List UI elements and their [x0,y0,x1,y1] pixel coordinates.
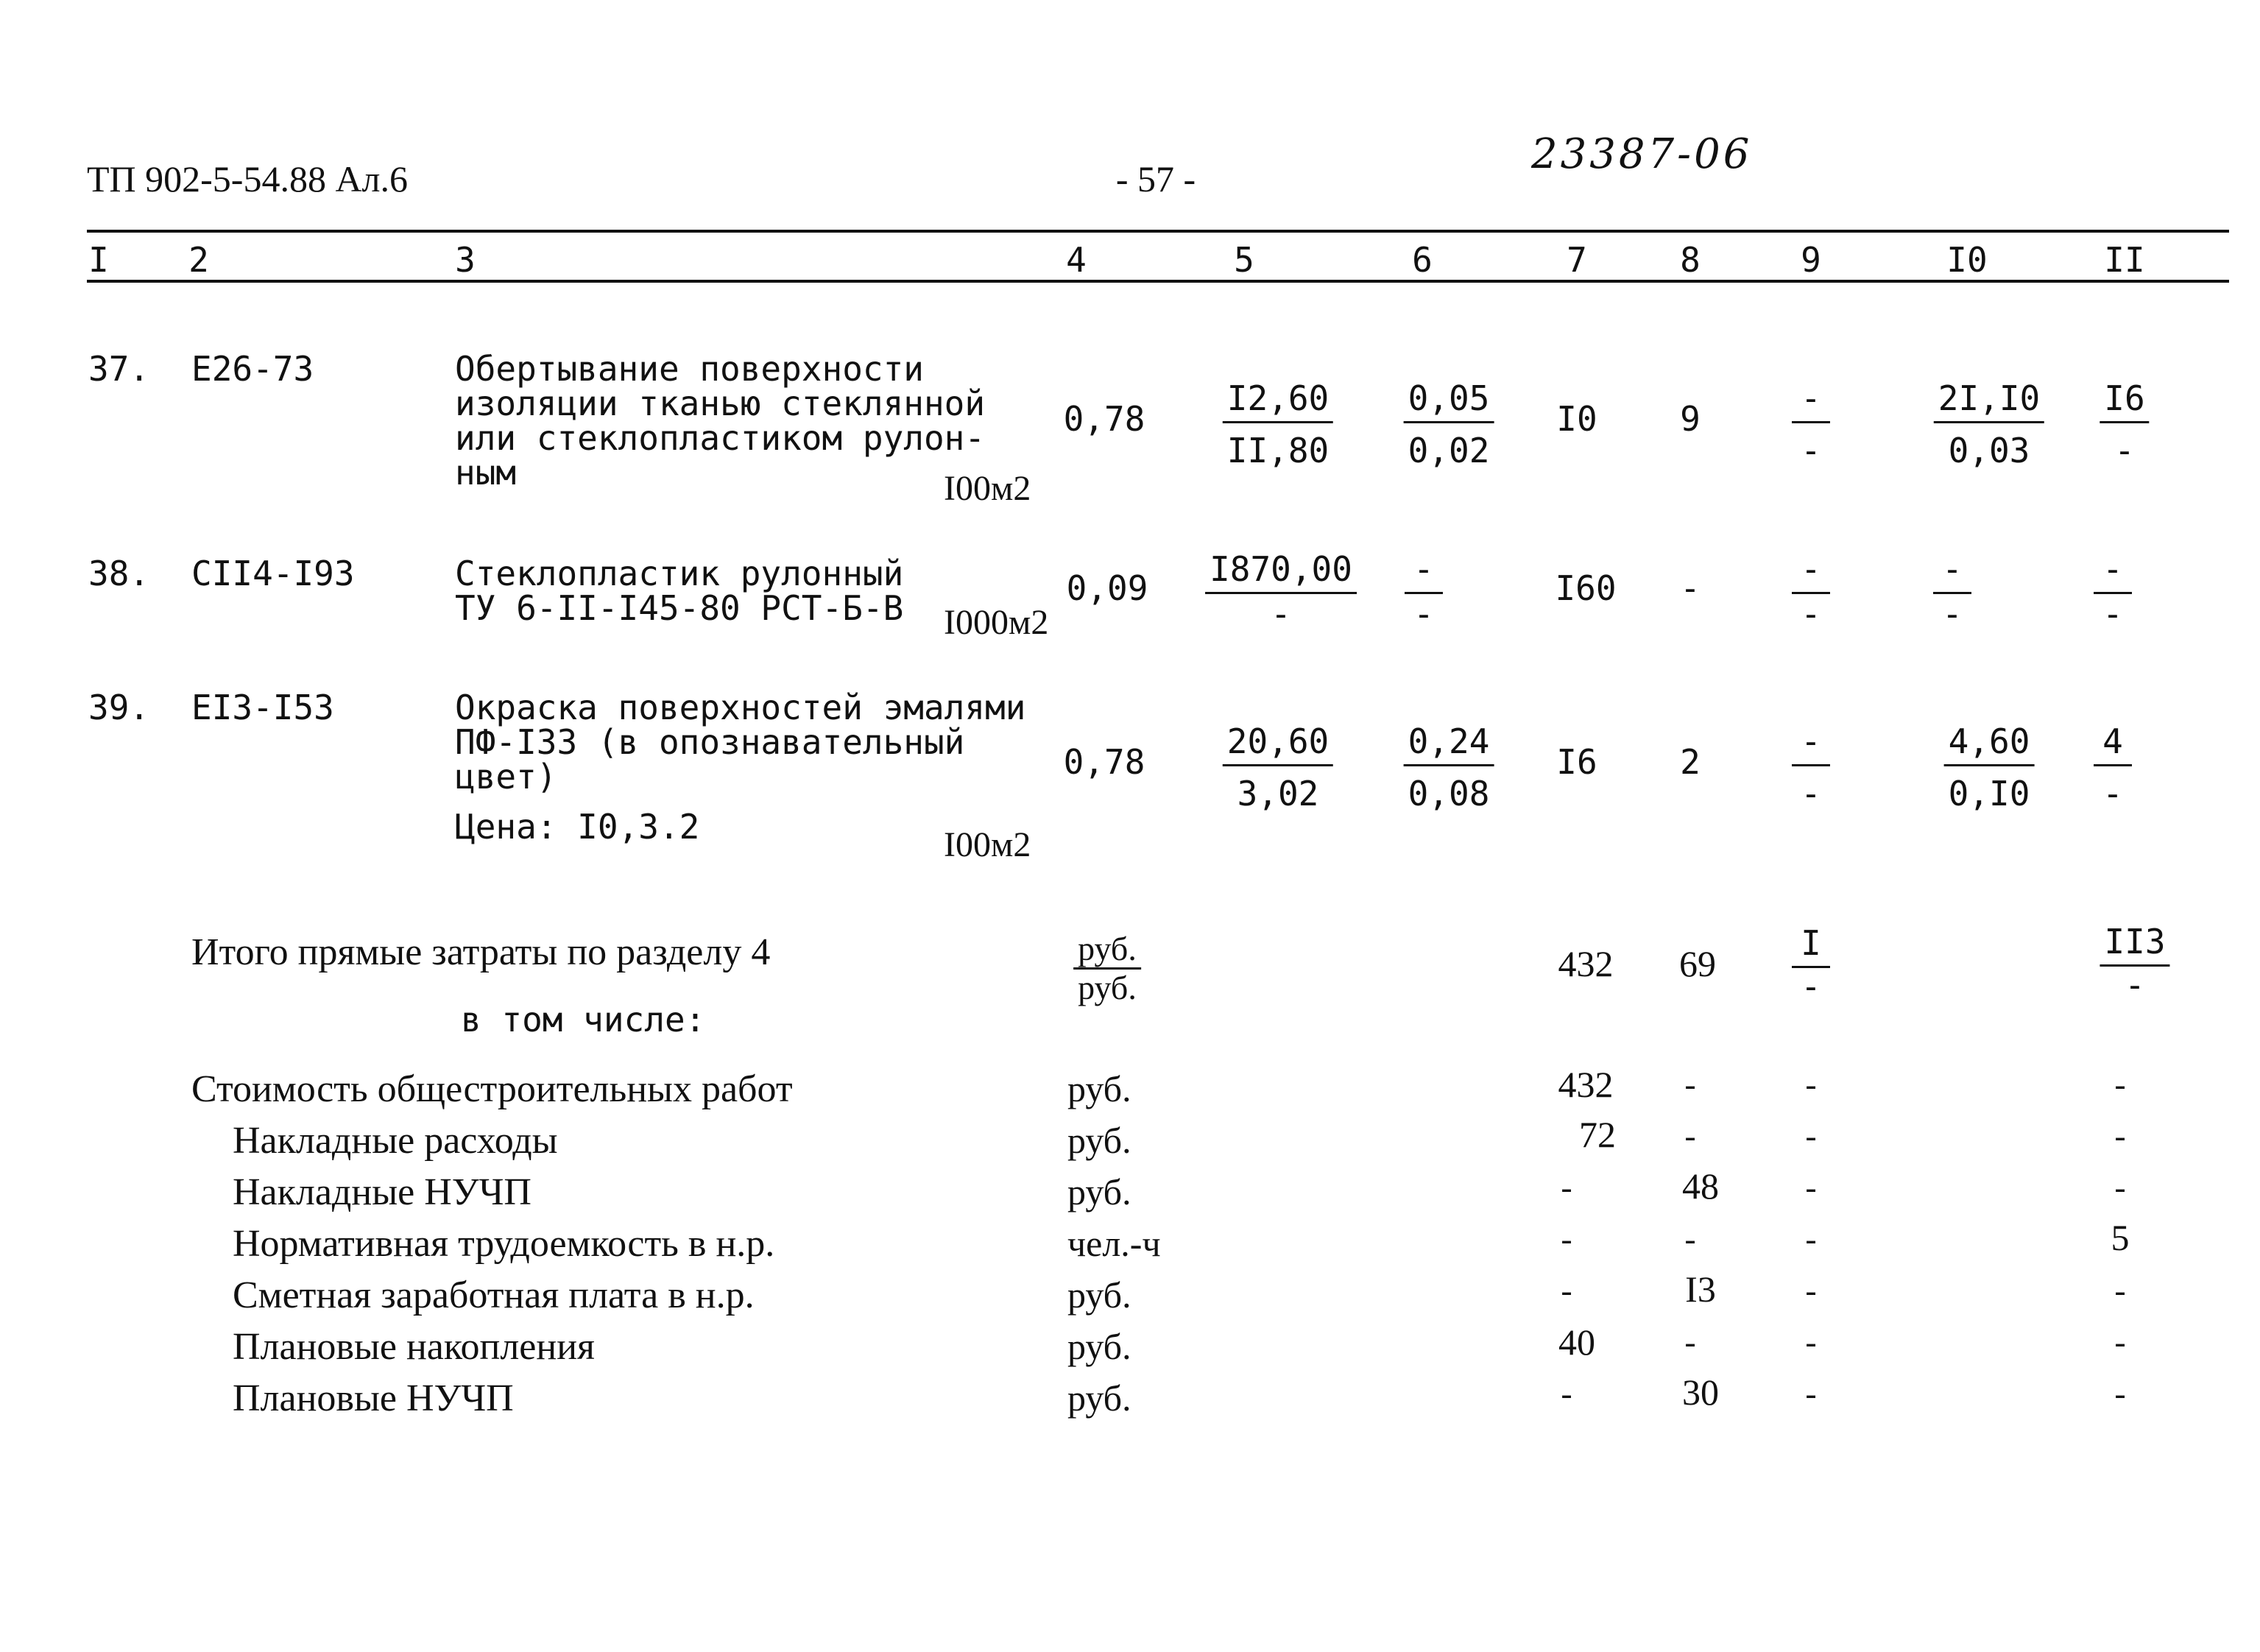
fraction-numerator: I2,60 [1223,381,1333,423]
fraction-numerator: I [1792,926,1830,968]
column-8-value: - [1684,1323,1696,1360]
total-cost: 72 [1579,1114,1616,1155]
column-9-value: - [1805,1065,1817,1103]
machine-cost-fraction [1404,378,1494,470]
column-9-fraction [1792,923,1830,1006]
unit-cost-fraction [1223,378,1333,470]
fraction-numerator: - [1933,552,1971,594]
column-header: 4 [1066,240,1087,280]
fraction-numerator: - [1405,552,1443,594]
total-cost: I6 [1556,742,1597,782]
breakdown-label: Накладные НУЧП [233,1171,532,1213]
column-8-value: - [1684,1065,1696,1103]
measure-unit: I000м2 [944,603,1049,642]
machine-cost-fraction [1405,549,1443,634]
column-8-value: - [1684,1220,1696,1257]
column-8-value: 2 [1680,742,1701,782]
column-9-value: - [1805,1323,1817,1360]
fraction-numerator: I870,00 [1205,552,1357,594]
price-note: Цена: I0,3.2 [455,807,700,847]
fraction-denominator: - [2125,965,2145,1005]
breakdown-label: Плановые накопления [233,1326,595,1368]
measure-unit: I00м2 [944,825,1031,864]
breakdown-label: Сметная заработная плата в н.р. [233,1274,755,1316]
total-cost: 432 [1558,1064,1614,1105]
column-9-fraction [1792,549,1830,634]
column-header: 2 [188,240,209,280]
total-cost: - [1561,1168,1572,1206]
fraction-numerator: - [1792,552,1830,594]
column-8-value: 69 [1679,943,1716,984]
fraction-denominator: - [1413,594,1434,634]
column-8-value: - [1684,1117,1696,1154]
column-11-value: - [2114,1323,2126,1360]
column-11-fraction [2094,549,2132,634]
quantity: 0,78 [1063,399,1145,439]
column-11-value: - [2114,1271,2126,1309]
column-11-value: - [2114,1374,2126,1412]
column-8-value: - [1680,568,1701,608]
work-description: Окраска поверхностей эмалями ПФ-I33 (в опознавательный цвет) [455,688,1026,797]
column-9-value: - [1805,1168,1817,1206]
breakdown-label: Нормативная трудоемкость в н.р. [233,1223,775,1265]
column-9-fraction [1792,721,1830,813]
total-cost: - [1561,1271,1572,1309]
rate-code: СII4-I93 [191,554,355,593]
measure-unit: I00м2 [944,469,1031,508]
fraction-numerator: руб. [1073,932,1141,970]
fraction-numerator: II3 [2100,925,2169,967]
header-top-rule [87,230,2229,233]
unit-cost-fraction [1223,721,1333,813]
total-cost: I60 [1555,568,1617,608]
rate-code: ЕI3-I53 [191,688,334,727]
machine-cost-fraction [1404,721,1494,813]
fraction-denominator: 3,02 [1237,774,1319,813]
fraction-numerator: - [2094,552,2132,594]
quantity: 0,78 [1063,742,1145,782]
fraction-numerator: 4 [2094,724,2132,766]
fraction-denominator: 0,02 [1408,431,1490,470]
column-11-fraction [2094,721,2132,813]
breakdown-unit: руб. [1067,1274,1131,1316]
breakdown-unit: руб. [1067,1377,1131,1419]
fraction-numerator: 20,60 [1223,724,1333,766]
column-11-fraction [2100,378,2149,470]
fraction-numerator: 2I,I0 [1934,381,2044,423]
fraction-numerator: 4,60 [1944,724,2035,766]
column-9-value: - [1805,1117,1817,1154]
column-header: 3 [455,240,476,280]
column-header: 8 [1680,240,1701,280]
column-8-value: 30 [1682,1372,1719,1413]
column-header: 9 [1801,240,1821,280]
breakdown-unit: руб. [1067,1068,1131,1109]
breakdown-unit: руб. [1067,1120,1131,1161]
column-11-value: - [2114,1168,2126,1206]
column-8-value: 9 [1680,399,1701,439]
breakdown-label: Плановые НУЧП [233,1377,514,1419]
page-number: - 57 - [1115,158,1196,200]
quantity: 0,09 [1066,568,1148,608]
fraction-denominator: - [2114,431,2135,470]
fraction-denominator: 0,08 [1408,774,1490,813]
column-8-value: 48 [1682,1165,1719,1207]
rate-code: Е26-73 [191,349,314,389]
fraction-numerator: - [1792,724,1830,766]
fraction-denominator: руб. [1078,969,1137,1006]
including-label: в том числе: [461,1000,706,1039]
column-9-value: - [1805,1271,1817,1309]
fraction-numerator: - [1792,381,1830,423]
total-unit-fraction [1073,932,1141,1005]
row-number: 39. [88,688,150,727]
fraction-denominator: II,80 [1226,431,1329,470]
column-10-fraction [1933,549,1971,634]
breakdown-unit: руб. [1067,1326,1131,1367]
column-header: I [88,240,109,280]
column-9-value: - [1805,1374,1817,1412]
fraction-denominator: - [1801,431,1821,470]
fraction-denominator: - [1942,594,1963,634]
column-header: 6 [1412,240,1433,280]
work-description: Стеклопластик рулонный ТУ 6-II-I45-80 РСТ-Б-В [455,554,904,628]
column-10-fraction [1934,378,2044,470]
column-11-value: 5 [2111,1217,2130,1258]
fraction-numerator: 0,05 [1404,381,1494,423]
column-8-value: I3 [1685,1268,1716,1310]
fraction-denominator: 0,I0 [1948,774,2030,813]
fraction-denominator: - [1801,594,1821,634]
unit-cost-fraction [1205,549,1357,634]
total-cost: - [1561,1220,1572,1257]
column-header: I0 [1946,240,1988,280]
total-cost: 40 [1558,1321,1595,1363]
work-description: Обертывание поверхности изоляции тканью стеклянной или стеклопластиком рулон- ным [455,349,986,493]
column-11-value: - [2114,1065,2126,1103]
fraction-denominator: - [2102,594,2123,634]
fraction-denominator: 0,03 [1948,431,2030,470]
column-9-value: - [1805,1220,1817,1257]
fraction-denominator: - [1271,594,1291,634]
column-header: 5 [1234,240,1254,280]
document-code: ТП 902-5-54.88 Ал.6 [87,158,409,200]
inventory-number: 23387-06 [1531,130,1753,178]
total-cost: 432 [1558,943,1614,984]
fraction-denominator: - [1801,967,1821,1006]
header-bottom-rule [87,280,2229,283]
column-11-fraction [2100,922,2169,1005]
fraction-numerator: I6 [2100,381,2149,423]
total-label: Итого прямые затраты по разделу 4 [191,931,771,973]
row-number: 38. [88,554,150,593]
total-cost: I0 [1556,399,1597,439]
fraction-denominator: - [1801,774,1821,813]
fraction-numerator: 0,24 [1404,724,1494,766]
breakdown-unit: руб. [1067,1171,1131,1212]
column-10-fraction [1944,721,2035,813]
breakdown-label: Стоимость общестроительных работ [191,1068,793,1110]
column-header: II [2104,240,2145,280]
column-header: 7 [1567,240,1587,280]
column-9-fraction [1792,378,1830,470]
row-number: 37. [88,349,150,389]
total-cost: - [1561,1374,1572,1412]
fraction-denominator: - [2102,774,2123,813]
column-11-value: - [2114,1117,2126,1154]
breakdown-label: Накладные расходы [233,1120,558,1162]
breakdown-unit: чел.-ч [1067,1223,1161,1264]
